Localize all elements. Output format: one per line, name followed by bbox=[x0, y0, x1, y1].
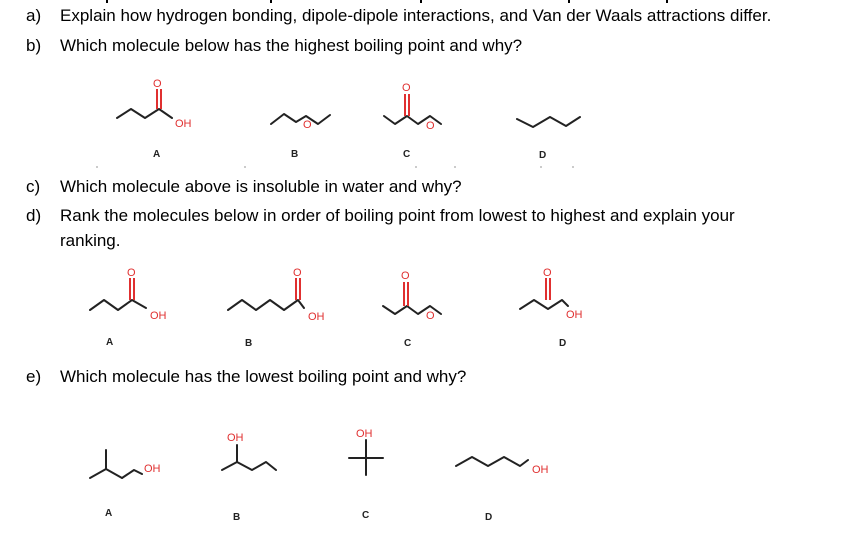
faint-separator-marks bbox=[96, 166, 574, 168]
set2-label-b: B bbox=[245, 338, 253, 349]
question-b-label: b) bbox=[26, 36, 42, 55]
set1-molecule-b bbox=[271, 114, 330, 131]
question-c-text: Which molecule above is insoluble in water and why? bbox=[60, 177, 462, 196]
set1-molecule-c bbox=[384, 82, 441, 132]
set1-label-a: A bbox=[153, 149, 161, 160]
set1-a-carbonyl-o: O bbox=[153, 78, 162, 90]
question-a-text: Explain how hydrogen bonding, dipole-dipole interactions, and Van der Waals attractions differ. bbox=[60, 6, 772, 25]
question-e-text: Which molecule has the lowest boiling point and why? bbox=[60, 367, 467, 386]
set3-molecule-a bbox=[90, 450, 161, 478]
set1-label-b: B bbox=[291, 149, 299, 160]
set3-d-oh-label: OH bbox=[532, 464, 549, 476]
set3-label-b: B bbox=[233, 512, 241, 523]
set1-label-c: C bbox=[403, 149, 411, 160]
question-b-text: Which molecule below has the highest boiling point and why? bbox=[60, 36, 523, 55]
question-d-label: d) bbox=[26, 206, 42, 225]
set2-molecule-a bbox=[90, 267, 167, 322]
question-d-text-line1: Rank the molecules below in order of boiling point from lowest to highest and explain your bbox=[60, 206, 735, 225]
set2-molecule-c bbox=[383, 270, 441, 322]
set2-b-carbonyl-o: O bbox=[293, 267, 302, 279]
question-d-text-line2: ranking. bbox=[60, 231, 121, 250]
set2-label-d: D bbox=[559, 338, 567, 349]
set3-label-d: D bbox=[485, 512, 493, 523]
question-e-label: e) bbox=[26, 367, 42, 386]
set1-molecule-d bbox=[517, 117, 580, 127]
set3-c-oh-label: OH bbox=[356, 428, 373, 440]
question-a-label: a) bbox=[26, 6, 42, 25]
set2-d-carbonyl-o: O bbox=[543, 267, 552, 279]
set2-label-c: C bbox=[404, 338, 412, 349]
set3-label-c: C bbox=[362, 510, 370, 521]
set3-molecule-b bbox=[222, 432, 276, 470]
set3-a-oh-label: OH bbox=[144, 463, 161, 475]
set1-c-ester-o: O bbox=[426, 120, 435, 132]
set3-molecule-c bbox=[349, 428, 383, 475]
set1-a-oh-label: OH bbox=[175, 118, 192, 130]
question-c-label: c) bbox=[26, 177, 41, 196]
set3-molecule-d bbox=[456, 457, 549, 476]
set2-a-carbonyl-o: O bbox=[127, 267, 136, 279]
set2-c-ester-o: O bbox=[426, 310, 435, 322]
set2-b-oh-label: OH bbox=[308, 311, 325, 323]
set2-molecule-d bbox=[520, 267, 583, 321]
set2-molecule-b bbox=[228, 267, 325, 323]
set3-label-a: A bbox=[105, 508, 113, 519]
set1-label-d: D bbox=[539, 150, 547, 161]
set2-d-oh-label: OH bbox=[566, 309, 583, 321]
set3-b-oh-label: OH bbox=[227, 432, 244, 444]
set2-label-a: A bbox=[106, 337, 114, 348]
set1-b-ether-o: O bbox=[303, 119, 312, 131]
set2-c-carbonyl-o: O bbox=[401, 270, 410, 282]
set2-a-oh-label: OH bbox=[150, 310, 167, 322]
set1-molecule-a bbox=[117, 78, 192, 130]
set1-c-carbonyl-o: O bbox=[402, 82, 411, 94]
